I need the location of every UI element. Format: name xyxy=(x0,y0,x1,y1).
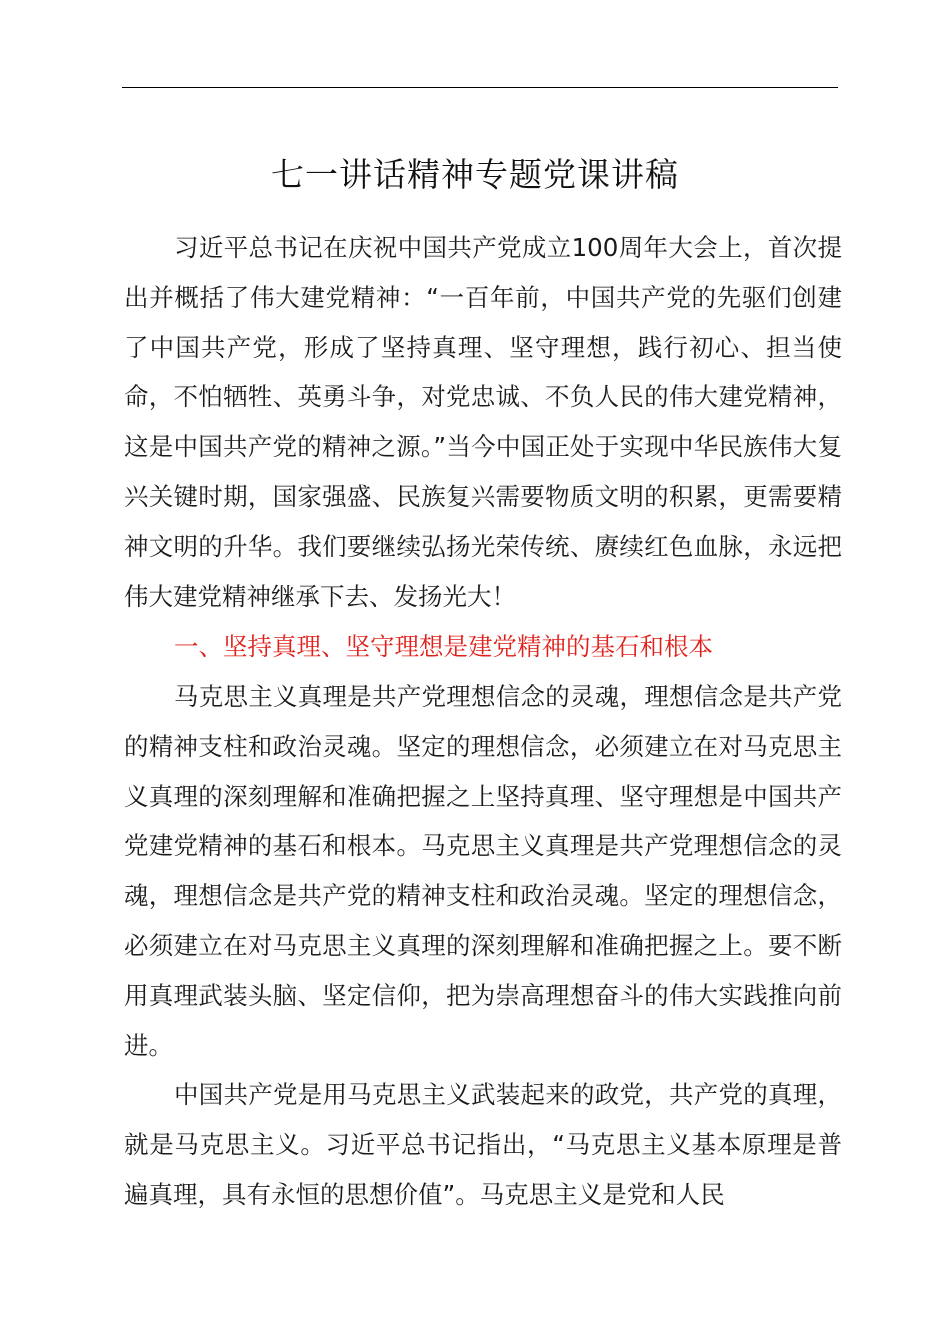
paragraph-section1-body-2: 中国共产党是用马克思主义武装起来的政党，共产党的真理，就是马克思主义。习近平总书记指出，“马克思主义基本原理是普遍真理，具有永恒的思想价值”。马克思主义是党和人民 xyxy=(124,1080,842,1209)
paragraph-intro: 习近平总书记在庆祝中国共产党成立100周年大会上，首次提出并概括了伟大建党精神：“一百年前，中国共产党的先驱们创建了中国共产党，形成了坚持真理、坚守理想，践行初心、担当使命，不怕牺牲、英勇斗争，对党忠诚、不负人民的伟大建党精神，这是中国共产党的精神之源。”当今中国正处于实现中华民族伟大复兴关键时期，国家强盛、民族复兴需要物质文明的积累，更需要精神文明的升华。我们要继续弘扬光荣传统、赓续红色血脉，永远把伟大建党精神继承下去、发扬光大！ xyxy=(124,233,842,611)
document-title: 七一讲话精神专题党课讲稿 xyxy=(271,155,679,194)
paragraph-section1-body: 马克思主义真理是共产党理想信念的灵魂，理想信念是共产党的精神支柱和政治灵魂。坚定的理想信念，必须建立在对马克思主义真理的深刻理解和准确把握之上坚持真理、坚守理想是中国共产党建党精神的基石和根本。马克思主义真理是共产党理想信念的灵魂，理想信念是共产党的精神支柱和政治灵魂。坚定的理想信念，必须建立在对马克思主义真理的深刻理解和准确把握之上。要不断用真理武装头脑、坚定信仰，把为崇高理想奋斗的伟大实践推向前进。 xyxy=(124,682,842,1060)
section-heading-1: 一、坚持真理、坚守理想是建党精神的基石和根本 xyxy=(174,632,713,661)
header-rule xyxy=(122,87,838,88)
